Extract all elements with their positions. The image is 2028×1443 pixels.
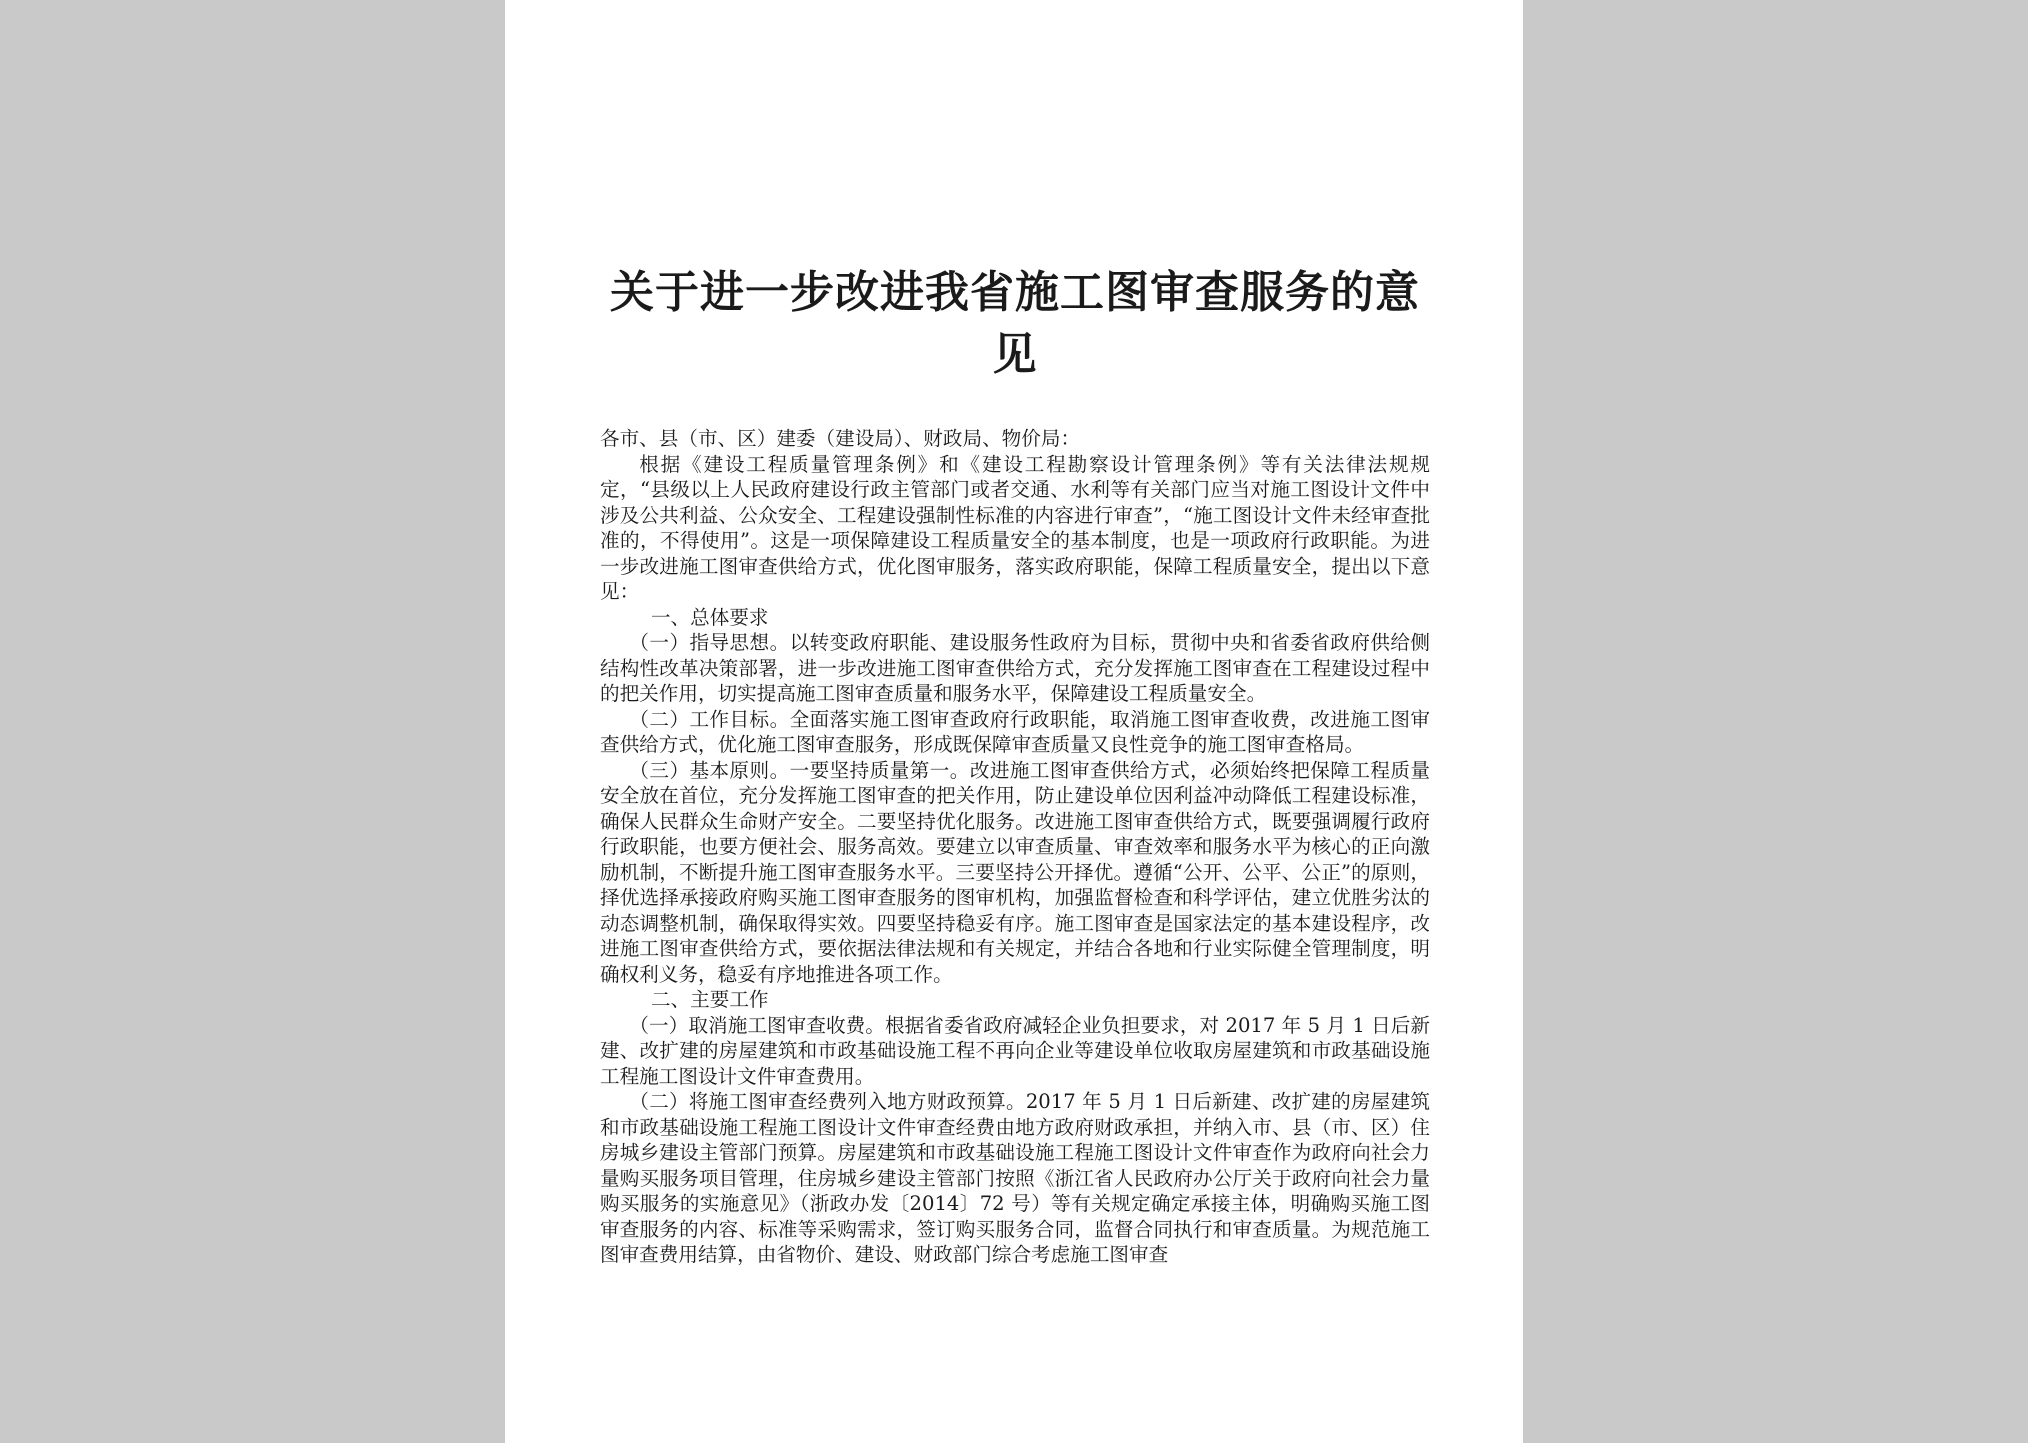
paragraph-budget: （二）将施工图审查经费列入地方财政预算。2017 年 5 月 1 日后新建、改扩建的房屋建筑和市政基础设施工程施工图设计文件审查经费由地方政府财政承担，并纳入市、县（市、区）住房城乡建设主管部门预算。房屋建筑和市政基础设施工程施工图设计文件审查作为政府向社会力量购买服务项目管理，住房城乡建设主管部门按照《浙江省人民政府办公厅关于政府向社会力量购买服务的实施意见》（浙政办发〔2014〕72 号）等有关规定确定承接主体，明确购买施工图审查服务的内容、标准等采购需求，签订购买服务合同，监督合同执行和审查质量。为规范施工图审查费用结算，由省物价、建设、财政部门综合考虑施工图审查: [600, 1090, 1430, 1266]
paragraph-cancel-fees: （一）取消施工图审查收费。根据省委省政府减轻企业负担要求，对 2017 年 5 月 1 日后新建、改扩建的房屋建筑和市政基础设施工程不再向企业等建设单位收取房屋建筑和市政基础设施工程施工图设计文件审查费用。: [600, 1013, 1430, 1088]
salutation: 各市、县（市、区）建委（建设局）、财政局、物价局：: [600, 427, 1081, 450]
section-heading-2: 二、主要工作: [650, 988, 769, 1011]
paragraph-intro: 根据《建设工程质量管理条例》和《建设工程勘察设计管理条例》等有关法律法规规定，“县级以上人民政府建设行政主管部门或者交通、水利等有关部门应当对施工图设计文件中涉及公共利益、公众安全、工程建设强制性标准的内容进行审查”，“施工图设计文件未经审查批准的，不得使用”。这是一项保障建设工程质量安全的基本制度，也是一项政府行政职能。为进一步改进施工图审查供给方式，优化图审服务，落实政府职能，保障工程质量安全，提出以下意见：: [600, 452, 1431, 603]
document-page: [505, 0, 1523, 1443]
section-heading-1: 一、总体要求: [650, 605, 769, 629]
document-title: 关于进一步改进我省施工图审查服务的意见: [610, 267, 1420, 380]
paragraph-guiding-ideology: （一）指导思想。以转变政府职能、建设服务性政府为目标，贯彻中央和省委省政府供给侧结构性改革决策部署，进一步改进施工图审查供给方式，充分发挥施工图审查在工程建设过程中的把关作用，切实提高施工图审查质量和服务水平，保障建设工程质量安全。: [600, 631, 1430, 705]
paragraph-basic-principles: （三）基本原则。一要坚持质量第一。改进施工图审查供给方式，必须始终把保障工程质量安全放在首位，充分发挥施工图审查的把关作用，防止建设单位因利益冲动降低工程建设标准，确保人民群众生命财产安全。二要坚持优化服务。改进施工图审查供给方式，既要强调履行政府行政职能，也要方便社会、服务高效。要建立以审查质量、审查效率和服务水平为核心的正向激励机制，不断提升施工图审查服务水平。三要坚持公开择优。遵循“公开、公平、公正”的原则，择优选择承接政府购买施工图审查服务的图审机构，加强监督检查和科学评估，建立优胜劣汰的动态调整机制，确保取得实效。四要坚持稳妥有序。施工图审查是国家法定的基本建设程序，改进施工图审查供给方式，要依据法律法规和有关规定，并结合各地和行业实际健全管理制度，明确权利义务，稳妥有序地推进各项工作。: [600, 758, 1430, 986]
document-body: [600, 426, 1430, 1268]
paragraph-work-goals: （二）工作目标。全面落实施工图审查政府行政职能，取消施工图审查收费，改进施工图审查供给方式，优化施工图审查服务，形成既保障审查质量又良性竞争的施工图审查格局。: [600, 707, 1430, 756]
